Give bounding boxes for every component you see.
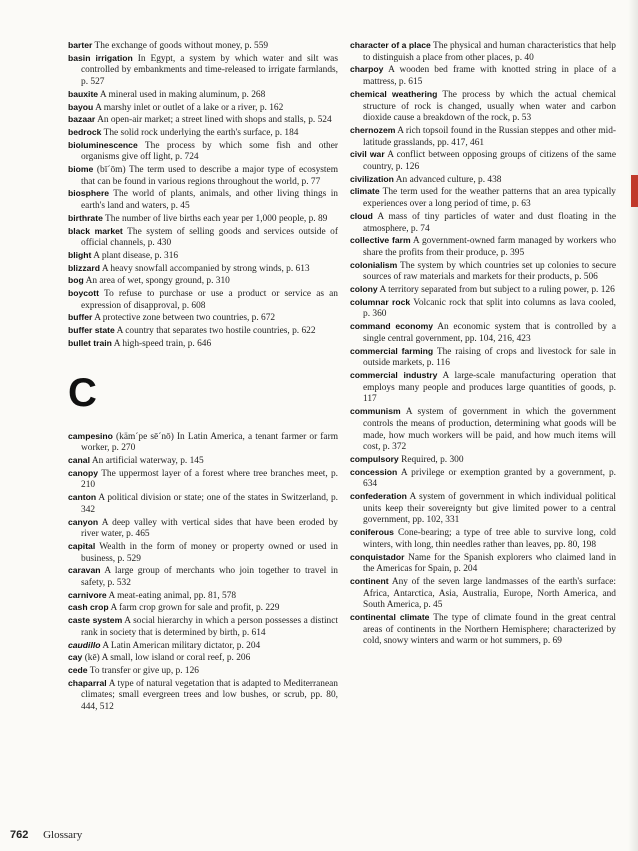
glossary-term: collective farm (350, 235, 411, 246)
glossary-entry (350, 40, 616, 64)
glossary-definition: The exchange of goods without money, p. 559 (94, 41, 269, 51)
glossary-definition: The raising of crops and livestock for sale in outside markets, p. 116 (363, 346, 616, 369)
page-number: 762 (10, 829, 29, 841)
glossary-term: black market (68, 225, 123, 236)
glossary-term: colony (350, 284, 378, 295)
glossary-term: carnivore (68, 589, 107, 600)
left-column (68, 40, 338, 714)
page-footer (10, 829, 82, 841)
left-bottom-entries (68, 431, 338, 714)
pronunciation: (bī´ōm) (96, 165, 126, 176)
glossary-entry (350, 186, 616, 210)
glossary-term: civil war (350, 149, 385, 160)
left-top-entries (68, 40, 338, 351)
glossary-definition: The system of selling goods and services outside of official channels, p. 430 (81, 226, 338, 249)
glossary-term: communism (350, 406, 401, 417)
glossary-term: coniferous (350, 527, 394, 538)
glossary-definition: A government-owned farm managed by workers who share the profits from their produce, p. 395 (363, 236, 617, 258)
glossary-term: caste system (68, 615, 123, 626)
right-column (350, 40, 616, 648)
glossary-entry (68, 89, 338, 102)
glossary-definition: A protective zone between two countries, p. 672 (94, 313, 276, 324)
page-edge-shadow (628, 0, 638, 851)
glossary-term: birthrate (68, 212, 103, 223)
glossary-term: conquistador (350, 551, 405, 562)
glossary-term: continental climate (350, 612, 430, 623)
glossary-entry (68, 468, 338, 492)
glossary-entry (350, 552, 616, 576)
glossary-term: character of a place (350, 40, 431, 50)
glossary-term: confederation (350, 491, 407, 502)
glossary-entry (68, 652, 338, 665)
glossary-definition: A mass of tiny particles of water and dust floating in the atmosphere, p. 74 (363, 211, 617, 234)
section-letter: C (68, 370, 97, 415)
glossary-definition: A meat-eating animal, pp. 81, 578 (108, 590, 237, 601)
footer-section-title: Glossary (43, 829, 83, 841)
glossary-term: capital (68, 540, 96, 551)
glossary-term: canton (68, 492, 97, 503)
glossary-definition: A system of government in which the government controls the means of production, determining what goods will be made, how much workers will be paid, and how much items will cost, p. 372 (363, 407, 616, 453)
glossary-entry (68, 517, 338, 541)
glossary-definition: Volcanic rock that split into columns as lava cooled, p. 360 (363, 297, 616, 320)
glossary-definition: A plant disease, p. 316 (93, 250, 179, 261)
glossary-definition: A large group of merchants who join together to travel in safety, p. 532 (81, 566, 338, 589)
glossary-term: buffer (68, 312, 93, 323)
glossary-definition: A small, low island or coral reef, p. 206 (101, 653, 251, 664)
glossary-term: cay (68, 652, 83, 663)
glossary-term: continent (350, 575, 389, 586)
glossary-definition: The physical and human characteristics that help to distinguish a place from other places, p. 40 (363, 41, 616, 63)
glossary-definition: The process by which some fish and other organisms give off light, p. 724 (81, 140, 338, 163)
glossary-definition: A farm crop grown for sale and profit, p. 229 (110, 603, 280, 614)
glossary-entry (68, 140, 338, 164)
glossary-definition: A system of government in which individual political units keep their sovereignty but give limited power to a central government, pp. 102, 331 (363, 492, 616, 526)
glossary-definition: A deep valley with vertical sides that have been eroded by river water, p. 465 (81, 517, 338, 540)
glossary-entry (68, 678, 338, 714)
glossary-term: command economy (350, 321, 434, 332)
glossary-entry (68, 338, 338, 351)
glossary-entry (68, 492, 338, 516)
right-entries (350, 40, 616, 648)
glossary-entry (350, 284, 616, 297)
glossary-entry (350, 235, 616, 259)
glossary-definition: A privilege or exemption granted by a government, p. 634 (363, 467, 617, 490)
glossary-definition: In Egypt, a system by which water and silt was controlled by embankments and time-released to irrigate farmlands, p. 527 (81, 53, 338, 88)
glossary-definition: To transfer or give up, p. 126 (89, 665, 199, 676)
glossary-term: bog (68, 275, 84, 286)
glossary-entry (68, 602, 338, 615)
glossary-entry (68, 164, 338, 188)
glossary-entry (350, 454, 616, 467)
glossary-entry (68, 226, 338, 250)
glossary-entry (350, 64, 616, 88)
glossary-definition: The solid rock underlying the earth's surface, p. 184 (103, 127, 299, 138)
glossary-entry (68, 615, 338, 639)
glossary-entry (350, 370, 616, 406)
glossary-term: caravan (68, 565, 101, 576)
glossary-definition: To refuse to purchase or use a product or service as an expression of disapproval, p. 608 (81, 289, 338, 311)
glossary-term: blizzard (68, 262, 100, 273)
pronunciation: (kē) (84, 653, 100, 664)
glossary-entry (350, 527, 616, 551)
glossary-definition: A rich topsoil found in the Russian steppes and other mid-latitude grasslands, pp. 417, 461 (363, 125, 617, 148)
glossary-entry (350, 89, 616, 125)
glossary-entry (68, 102, 338, 115)
glossary-term: boycott (68, 288, 100, 299)
glossary-definition: An open-air market; a street lined with shops and stalls, p. 524 (97, 115, 332, 126)
glossary-definition: Cone-bearing; a type of tree able to survive long, cold winters, with long, thin needles rather than leaves, pp. 80, 198 (363, 528, 616, 550)
glossary-definition: A heavy snowfall accompanied by strong winds, p. 613 (101, 263, 310, 274)
glossary-definition: The term used for the weather patterns that an area typically experiences over a long period of time, p. 63 (363, 187, 616, 210)
glossary-entry (350, 297, 616, 321)
glossary-term: cloud (350, 210, 373, 221)
glossary-entry (68, 640, 338, 653)
glossary-definition: The uppermost layer of a forest where tree branches meet, p. 210 (81, 468, 338, 491)
glossary-term: compulsory (350, 453, 399, 464)
glossary-definition: A mineral used in making aluminum, p. 268 (99, 89, 266, 100)
glossary-entry (68, 665, 338, 678)
glossary-term: blight (68, 249, 92, 260)
glossary-term: civilization (350, 173, 394, 184)
glossary-entry (68, 188, 338, 212)
glossary-definition: Required, p. 300 (401, 454, 464, 465)
glossary-entry (350, 576, 616, 612)
glossary-entry (68, 312, 338, 325)
glossary-term: chernozem (350, 124, 396, 135)
glossary-definition: The number of live births each year per 1,000 people, p. 89 (105, 213, 328, 224)
pronunciation: (käm´pe sē´nō) (116, 431, 174, 442)
glossary-term: chemical weathering (350, 88, 438, 99)
glossary-definition: A large-scale manufacturing operation that employs many people and produces large quantities of goods, p. 117 (363, 370, 617, 405)
glossary-entry (350, 612, 616, 648)
glossary-definition: A Latin American military dictator, p. 204 (102, 640, 261, 651)
glossary-entry (350, 467, 616, 491)
glossary-term: chaparral (68, 677, 107, 688)
glossary-definition: Wealth in the form of money or property owned or used in business, p. 529 (81, 541, 338, 564)
glossary-definition: The type of climate found in the great central areas of continents in the Northern Hemisphere; characterized by cold, snowy winters and warm or hot summers, p. 69 (363, 613, 616, 647)
glossary-entry (68, 213, 338, 226)
glossary-entry (350, 346, 616, 370)
glossary-entry (68, 431, 338, 455)
glossary-term: cede (68, 664, 88, 675)
glossary-definition: An artificial waterway, p. 145 (91, 455, 204, 466)
glossary-entry (350, 260, 616, 284)
glossary-definition: A social hierarchy in which a person possesses a distinct rank in society that is determined by birth, p. 614 (81, 616, 338, 638)
glossary-entry (350, 406, 616, 454)
glossary-definition: Any of the seven large landmasses of the earth's surface: Africa, Antarctica, Asia, Australia, Europe, North America, and South America, p. 45 (363, 576, 616, 611)
glossary-term: columnar rock (350, 296, 411, 307)
glossary-term: basin irrigation (68, 52, 133, 63)
glossary-term: bazaar (68, 114, 96, 125)
glossary-term: caudillo (68, 639, 101, 650)
glossary-definition: Name for the Spanish explorers who claimed land in the Americas for Spain, p. 204 (363, 552, 617, 575)
glossary-definition: A marshy inlet or outlet of a lake or a river, p. 162 (95, 102, 284, 113)
glossary-definition: In Latin America, a tenant farmer or farm worker, p. 270 (81, 431, 339, 454)
glossary-entry (68, 590, 338, 603)
glossary-entry (68, 250, 338, 263)
glossary-definition: A wooden bed frame with knotted string in place of a mattress, p. 615 (363, 65, 616, 88)
glossary-entry (68, 325, 338, 338)
glossary-term: biome (68, 164, 94, 175)
glossary-entry (350, 149, 616, 173)
glossary-definition: An area of wet, spongy ground, p. 310 (85, 276, 230, 287)
glossary-definition: The system by which countries set up colonies to secure sources of raw materials and markets for their products, p. 506 (363, 260, 616, 283)
glossary-term: canyon (68, 516, 99, 527)
glossary-entry (350, 125, 616, 149)
glossary-entry (350, 321, 616, 345)
glossary-definition: The process by which the actual chemical structure of rock is changed, usually when water and carbon dioxide cause a breakdown of the rock, p. 53 (363, 89, 616, 124)
glossary-term: concession (350, 466, 398, 477)
glossary-entry (68, 275, 338, 288)
glossary-definition: A political division or state; one of the states in Switzerland, p. 342 (81, 493, 339, 515)
glossary-term: biosphere (68, 188, 110, 199)
glossary-definition: An advanced culture, p. 438 (395, 174, 502, 185)
glossary-entry (68, 541, 338, 565)
thumb-index-tab (631, 175, 638, 207)
glossary-term: charpoy (350, 64, 384, 75)
glossary-term: campesino (68, 430, 113, 441)
glossary-definition: A territory separated from but subject to a ruling power, p. 126 (379, 285, 615, 296)
glossary-entry (350, 211, 616, 235)
glossary-term: canopy (68, 467, 99, 478)
glossary-term: bullet train (68, 337, 112, 348)
glossary-term: bauxite (68, 88, 99, 99)
glossary-definition: The world of plants, animals, and other living things in earth's land and waters, p. 45 (81, 189, 338, 212)
glossary-term: barter (68, 40, 93, 50)
glossary-entry (68, 127, 338, 140)
glossary-term: climate (350, 186, 380, 197)
glossary-entry (68, 565, 338, 589)
glossary-term: commercial farming (350, 345, 434, 356)
glossary-definition: A high-speed train, p. 646 (113, 338, 212, 349)
glossary-term: colonialism (350, 259, 398, 270)
glossary-definition: A country that separates two hostile countries, p. 622 (116, 326, 316, 337)
glossary-term: bayou (68, 101, 94, 112)
glossary-entry (68, 53, 338, 89)
glossary-definition: A conflict between opposing groups of citizens of the same country, p. 126 (363, 150, 617, 173)
glossary-term: bioluminescence (68, 139, 138, 150)
glossary-entry (350, 174, 616, 187)
glossary-term: bedrock (68, 126, 102, 137)
glossary-definition: The term used to describe a major type of ecosystem that can be found in various regions throughout the world, p. 77 (81, 165, 338, 187)
glossary-term: buffer state (68, 325, 115, 336)
glossary-entry (68, 114, 338, 127)
glossary-entry (68, 288, 338, 312)
glossary-term: cash crop (68, 602, 109, 613)
glossary-entry (68, 40, 338, 53)
glossary-entry (68, 455, 338, 468)
glossary-entry (350, 491, 616, 527)
glossary-definition: A type of natural vegetation that is adapted to Mediterranean climates; small evergreen trees and low bushes, or scrub, pp. 80, 444, 512 (81, 678, 338, 713)
glossary-definition: An economic system that is controlled by a single central government, pp. 104, 216, 423 (363, 322, 616, 344)
glossary-entry (68, 263, 338, 276)
glossary-term: canal (68, 454, 90, 465)
glossary-term: commercial industry (350, 369, 438, 380)
